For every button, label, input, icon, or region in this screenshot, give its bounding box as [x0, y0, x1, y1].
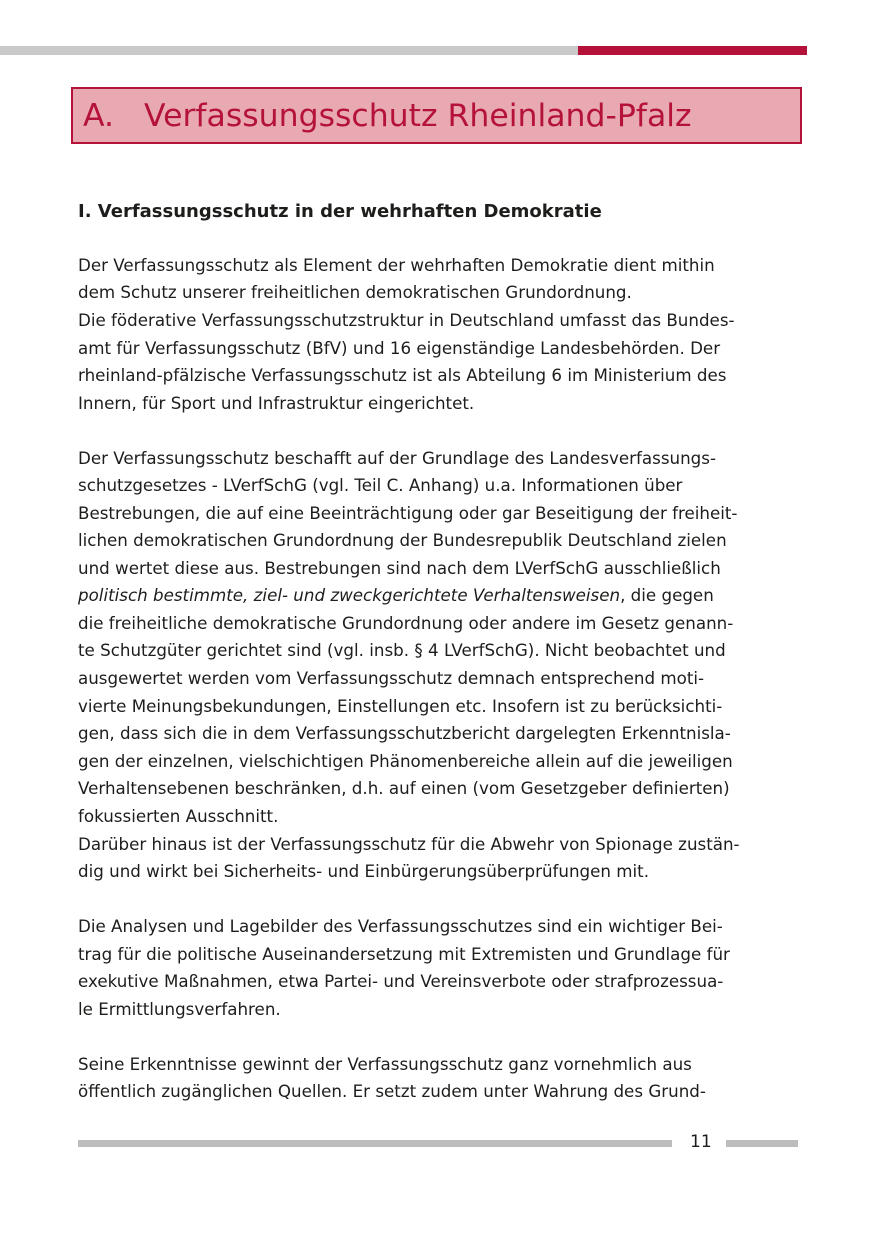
body-line: dig und wirkt bei Sicherheits- und Einbürgerungsüberprüfungen mit.: [78, 861, 650, 881]
body-line: ausgewertet werden vom Verfassungsschutz demnach entsprechend moti-: [78, 668, 705, 688]
body-line: exekutive Maßnahmen, etwa Partei- und Vereinsverbote oder strafprozessua-: [78, 971, 724, 991]
body-line: Der Verfassungsschutz beschafft auf der Grundlage des Landesverfassungs-: [78, 448, 716, 468]
page-number: 11: [690, 1132, 712, 1152]
body-line: und wertet diese aus. Bestrebungen sind nach dem LVerfSchG ausschließlich: [78, 558, 721, 578]
body-line: rheinland-pfälzische Verfassungsschutz ist als Abteilung 6 im Ministerium des: [78, 365, 727, 385]
body-line: Der Verfassungsschutz als Element der wehrhaften Demokratie dient mithin: [78, 255, 715, 275]
section-heading: I. Verfassungsschutz in der wehrhaften Demokratie: [78, 201, 602, 222]
chapter-letter: A.: [83, 98, 115, 134]
body-line: [78, 582, 714, 609]
body-line: Bestrebungen, die auf eine Beeinträchtigung oder gar Beseitigung der freiheit-: [78, 503, 738, 523]
body-line: dem Schutz unserer freiheitlichen demokratischen Grundordnung.: [78, 282, 632, 302]
chapter-heading-box: [71, 87, 802, 144]
body-line: Verhaltensebenen beschränken, d.h. auf einen (vom Gesetzgeber definierten): [78, 778, 730, 798]
body-line: Die föderative Verfassungsschutzstruktur in Deutschland umfasst das Bundes-: [78, 310, 735, 330]
header-rule-accent: [578, 46, 807, 55]
body-line: Seine Erkenntnisse gewinnt der Verfassungsschutz ganz vornehmlich aus: [78, 1054, 692, 1074]
body-line: vierte Meinungsbekundungen, Einstellungen etc. Insofern ist zu berücksichti-: [78, 696, 723, 716]
body-line: te Schutzgüter gerichtet sind (vgl. insb. § 4 LVerfSchG). Nicht beobachtet und: [78, 640, 726, 660]
body-line: Die Analysen und Lagebilder des Verfassungsschutzes sind ein wichtiger Bei-: [78, 916, 723, 936]
body-line: Darüber hinaus ist der Verfassungsschutz für die Abwehr von Spionage zustän-: [78, 834, 740, 854]
header-rule-gray: [0, 46, 578, 55]
body-line: gen, dass sich die in dem Verfassungsschutzbericht dargelegten Erkenntnisla-: [78, 723, 731, 743]
body-line: amt für Verfassungsschutz (BfV) und 16 eigenständige Landesbehörden. Der: [78, 338, 721, 358]
body-line: le Ermittlungsverfahren.: [78, 999, 281, 1019]
emphasis-text: politisch bestimmte, ziel- und zweckgerichtete Verhaltensweisen: [78, 585, 621, 605]
body-line: fokussierten Ausschnitt.: [78, 806, 279, 826]
body-line-continuation: , die gegen: [620, 585, 714, 605]
footer-rule-right: [726, 1140, 798, 1147]
footer-rule-left: [78, 1140, 672, 1147]
body-line: schutzgesetzes - LVerfSchG (vgl. Teil C. Anhang) u.a. Informationen über: [78, 475, 683, 495]
body-line: die freiheitliche demokratische Grundordnung oder andere im Gesetz genann-: [78, 613, 734, 633]
body-line: Innern, für Sport und Infrastruktur eingerichtet.: [78, 393, 475, 413]
chapter-title: Verfassungsschutz Rheinland-Pfalz: [144, 98, 692, 134]
body-line: trag für die politische Auseinandersetzung mit Extremisten und Grundlage für: [78, 944, 730, 964]
body-line: lichen demokratischen Grundordnung der Bundesrepublik Deutschland zielen: [78, 530, 727, 550]
body-line: gen der einzelnen, vielschichtigen Phänomenbereiche allein auf die jeweiligen: [78, 751, 733, 771]
body-line: öffentlich zugänglichen Quellen. Er setzt zudem unter Wahrung des Grund-: [78, 1081, 706, 1101]
